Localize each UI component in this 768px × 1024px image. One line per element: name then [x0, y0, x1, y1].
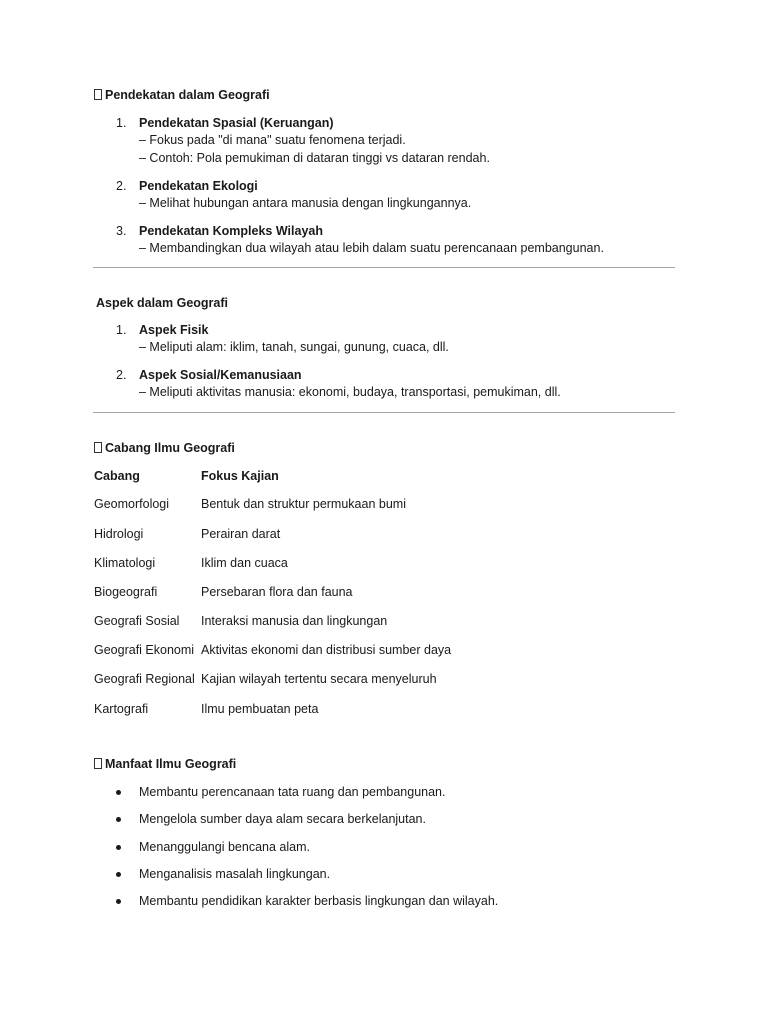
section-heading-cabang — [94, 441, 235, 455]
item-line: – Membandingkan dua wilayah atau lebih dalam suatu perencanaan pembangunan. — [139, 241, 604, 255]
section-heading-pendekatan — [94, 88, 270, 102]
table-cell-cabang: Geomorfologi — [94, 497, 170, 511]
table-cell-fokus: Aktivitas ekonomi dan distribusi sumber daya — [201, 643, 452, 657]
heading-text: Manfaat Ilmu Geografi — [105, 757, 237, 771]
table-cell-fokus: Ilmu pembuatan peta — [201, 702, 319, 716]
list-item: Menganalisis masalah lingkungan. — [139, 867, 331, 881]
item-title: Pendekatan Ekologi — [139, 179, 258, 193]
heading-text: Pendekatan dalam Geografi — [105, 88, 270, 102]
table-cell-cabang: Klimatologi — [94, 556, 156, 570]
table-cell-fokus: Bentuk dan struktur permukaan bumi — [201, 497, 406, 511]
table-header-fokus: Fokus Kajian — [201, 469, 279, 483]
item-line: – Melihat hubungan antara manusia dengan lingkungannya. — [139, 196, 472, 210]
item-title: Pendekatan Spasial (Keruangan) — [139, 116, 334, 130]
list-number: 2. — [116, 179, 127, 193]
table-header-cabang: Cabang — [94, 469, 140, 483]
bullet-dot — [116, 899, 121, 904]
bullet-dot — [116, 790, 121, 795]
table-cell-cabang: Hidrologi — [94, 527, 144, 541]
item-line: – Meliputi aktivitas manusia: ekonomi, budaya, transportasi, pemukiman, dll. — [139, 385, 561, 399]
item-title: Aspek Sosial/Kemanusiaan — [139, 368, 302, 382]
table-cell-fokus: Iklim dan cuaca — [201, 556, 288, 570]
list-number: 1. — [116, 116, 127, 130]
horizontal-divider — [93, 412, 675, 413]
heading-text: Cabang Ilmu Geografi — [105, 441, 235, 455]
list-number: 3. — [116, 224, 127, 238]
table-cell-cabang: Geografi Sosial — [94, 614, 180, 628]
missing-glyph-icon — [94, 758, 102, 769]
table-cell-fokus: Perairan darat — [201, 527, 281, 541]
section-heading-manfaat — [94, 757, 236, 771]
horizontal-divider — [93, 267, 675, 268]
list-item: Menanggulangi bencana alam. — [139, 840, 310, 854]
table-cell-cabang: Geografi Regional — [94, 672, 195, 686]
item-line: – Fokus pada "di mana" suatu fenomena terjadi. — [139, 133, 406, 147]
missing-glyph-icon — [94, 442, 102, 453]
item-line: – Contoh: Pola pemukiman di dataran tinggi vs dataran rendah. — [139, 151, 490, 165]
list-number: 2. — [116, 368, 127, 382]
list-item: Mengelola sumber daya alam secara berkelanjutan. — [139, 812, 426, 826]
bullet-dot — [116, 872, 121, 877]
table-cell-fokus: Interaksi manusia dan lingkungan — [201, 614, 388, 628]
list-item: Membantu pendidikan karakter berbasis lingkungan dan wilayah. — [139, 894, 499, 908]
table-cell-cabang: Kartografi — [94, 702, 149, 716]
table-cell-fokus: Kajian wilayah tertentu secara menyeluruh — [201, 672, 437, 686]
missing-glyph-icon — [94, 89, 102, 100]
table-cell-fokus: Persebaran flora dan fauna — [201, 585, 353, 599]
bullet-dot — [116, 845, 121, 850]
table-cell-cabang: Geografi Ekonomi — [94, 643, 195, 657]
item-line: – Meliputi alam: iklim, tanah, sungai, gunung, cuaca, dll. — [139, 340, 449, 354]
item-title: Aspek Fisik — [139, 323, 209, 337]
item-title: Pendekatan Kompleks Wilayah — [139, 224, 323, 238]
list-item: Membantu perencanaan tata ruang dan pembangunan. — [139, 785, 446, 799]
section-heading-aspek: Aspek dalam Geografi — [96, 296, 228, 310]
bullet-dot — [116, 817, 121, 822]
table-cell-cabang: Biogeografi — [94, 585, 158, 599]
list-number: 1. — [116, 323, 127, 337]
